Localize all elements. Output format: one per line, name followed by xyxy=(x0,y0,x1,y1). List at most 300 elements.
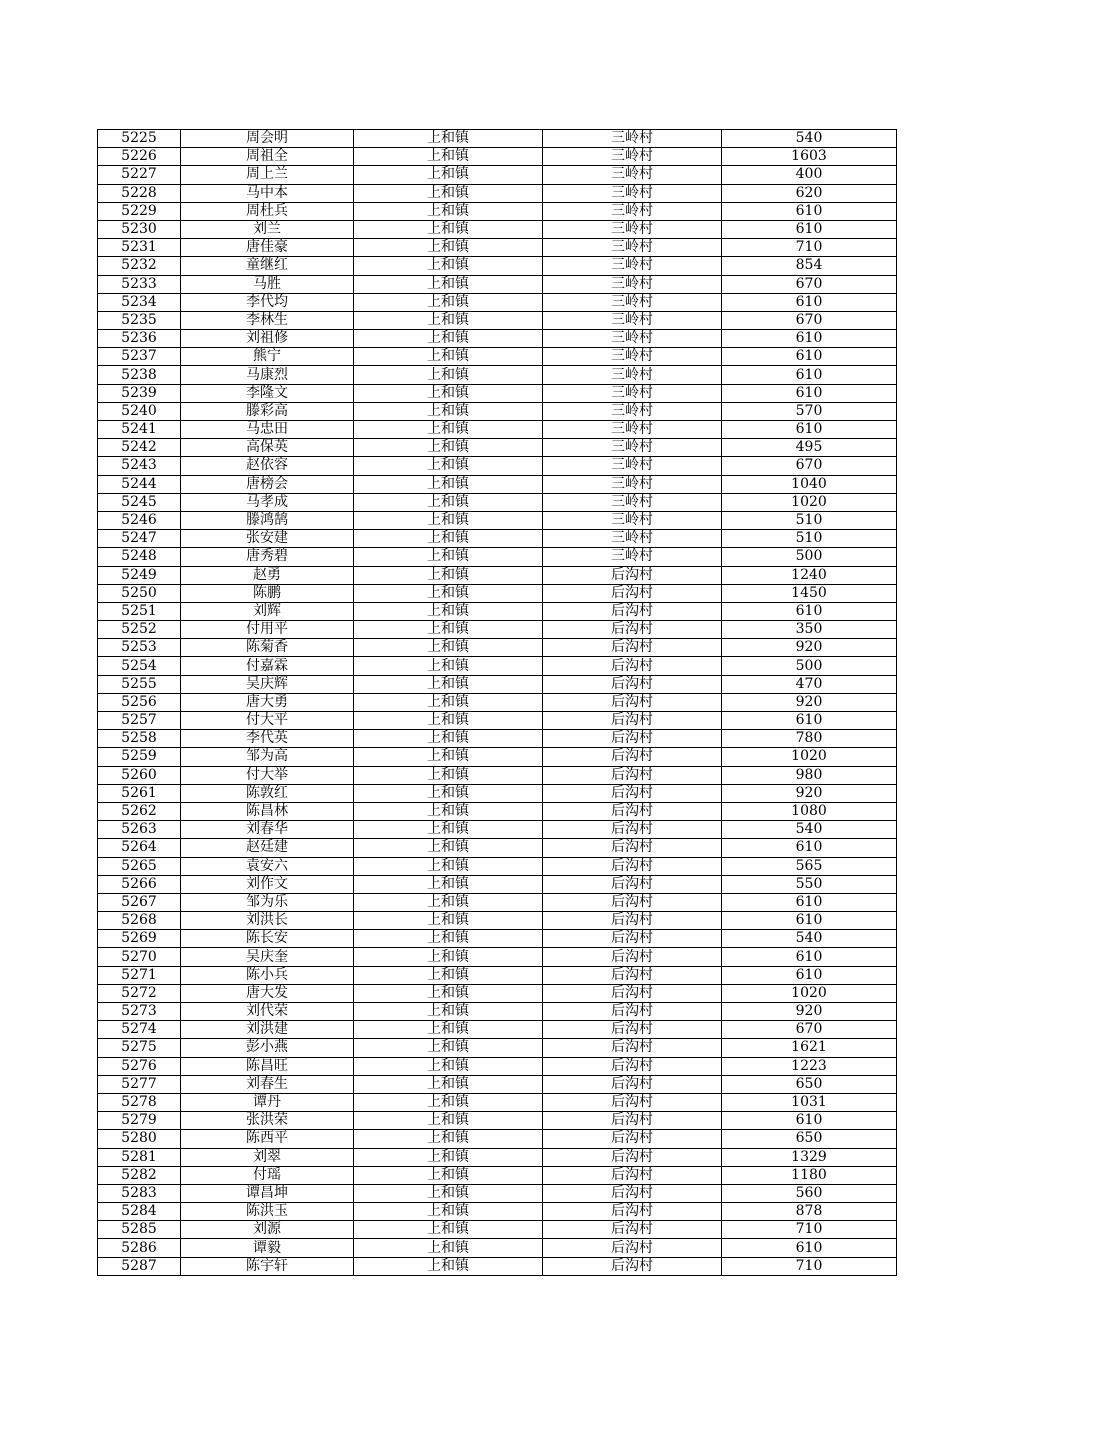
cell-amount: 500 xyxy=(722,548,897,566)
cell-no: 5271 xyxy=(98,966,181,984)
table-row xyxy=(98,330,897,348)
table-row xyxy=(98,930,897,948)
cell-name: 刘春生 xyxy=(181,1075,354,1093)
table-row xyxy=(98,166,897,184)
cell-amount: 1020 xyxy=(722,748,897,766)
cell-town: 上和镇 xyxy=(354,984,543,1002)
cell-name: 吴庆奎 xyxy=(181,948,354,966)
table-row xyxy=(98,1203,897,1221)
cell-no: 5261 xyxy=(98,784,181,802)
cell-amount: 610 xyxy=(722,948,897,966)
cell-village: 后沟村 xyxy=(543,602,722,620)
cell-no: 5269 xyxy=(98,930,181,948)
cell-no: 5229 xyxy=(98,202,181,220)
table-row xyxy=(98,1057,897,1075)
cell-no: 5260 xyxy=(98,766,181,784)
cell-town: 上和镇 xyxy=(354,639,543,657)
cell-town: 上和镇 xyxy=(354,912,543,930)
cell-village: 后沟村 xyxy=(543,893,722,911)
cell-town: 上和镇 xyxy=(354,1112,543,1130)
cell-name: 赵依容 xyxy=(181,457,354,475)
cell-town: 上和镇 xyxy=(354,857,543,875)
cell-town: 上和镇 xyxy=(354,130,543,148)
cell-village: 三岭村 xyxy=(543,311,722,329)
cell-amount: 565 xyxy=(722,857,897,875)
table-row xyxy=(98,802,897,820)
cell-village: 三岭村 xyxy=(543,130,722,148)
cell-village: 三岭村 xyxy=(543,384,722,402)
cell-town: 上和镇 xyxy=(354,530,543,548)
cell-village: 后沟村 xyxy=(543,1166,722,1184)
cell-amount: 920 xyxy=(722,1003,897,1021)
cell-village: 三岭村 xyxy=(543,548,722,566)
cell-name: 唐榜会 xyxy=(181,475,354,493)
table-row xyxy=(98,1075,897,1093)
cell-town: 上和镇 xyxy=(354,311,543,329)
cell-name: 陈西平 xyxy=(181,1130,354,1148)
table-row xyxy=(98,966,897,984)
cell-village: 三岭村 xyxy=(543,493,722,511)
cell-no: 5281 xyxy=(98,1148,181,1166)
cell-no: 5252 xyxy=(98,621,181,639)
cell-name: 谭昌坤 xyxy=(181,1184,354,1202)
cell-amount: 510 xyxy=(722,511,897,529)
cell-town: 上和镇 xyxy=(354,384,543,402)
cell-name: 李隆文 xyxy=(181,384,354,402)
cell-amount: 610 xyxy=(722,384,897,402)
table-row xyxy=(98,184,897,202)
cell-village: 后沟村 xyxy=(543,1093,722,1111)
cell-no: 5263 xyxy=(98,821,181,839)
table-row xyxy=(98,348,897,366)
cell-no: 5247 xyxy=(98,530,181,548)
cell-amount: 670 xyxy=(722,457,897,475)
cell-name: 马中本 xyxy=(181,184,354,202)
cell-amount: 1080 xyxy=(722,802,897,820)
cell-amount: 1020 xyxy=(722,493,897,511)
cell-amount: 610 xyxy=(722,966,897,984)
table-row xyxy=(98,439,897,457)
cell-name: 滕鸿鹄 xyxy=(181,511,354,529)
cell-amount: 1020 xyxy=(722,984,897,1002)
table-row xyxy=(98,1239,897,1257)
cell-town: 上和镇 xyxy=(354,1075,543,1093)
cell-amount: 550 xyxy=(722,875,897,893)
cell-village: 后沟村 xyxy=(543,675,722,693)
cell-amount: 1223 xyxy=(722,1057,897,1075)
cell-village: 三岭村 xyxy=(543,148,722,166)
cell-no: 5282 xyxy=(98,1166,181,1184)
cell-no: 5268 xyxy=(98,912,181,930)
cell-village: 后沟村 xyxy=(543,984,722,1002)
cell-town: 上和镇 xyxy=(354,348,543,366)
table-row xyxy=(98,639,897,657)
cell-no: 5272 xyxy=(98,984,181,1002)
cell-no: 5242 xyxy=(98,439,181,457)
cell-name: 张安建 xyxy=(181,530,354,548)
table-row xyxy=(98,912,897,930)
cell-amount: 1240 xyxy=(722,566,897,584)
cell-name: 李代均 xyxy=(181,293,354,311)
cell-village: 三岭村 xyxy=(543,511,722,529)
cell-amount: 780 xyxy=(722,730,897,748)
cell-amount: 710 xyxy=(722,1257,897,1275)
cell-village: 后沟村 xyxy=(543,766,722,784)
cell-town: 上和镇 xyxy=(354,1148,543,1166)
cell-name: 陈敦红 xyxy=(181,784,354,802)
cell-town: 上和镇 xyxy=(354,548,543,566)
cell-village: 后沟村 xyxy=(543,1057,722,1075)
cell-amount: 350 xyxy=(722,621,897,639)
table-row xyxy=(98,566,897,584)
cell-amount: 610 xyxy=(722,348,897,366)
cell-no: 5248 xyxy=(98,548,181,566)
table-row xyxy=(98,948,897,966)
cell-town: 上和镇 xyxy=(354,948,543,966)
cell-amount: 510 xyxy=(722,530,897,548)
cell-no: 5276 xyxy=(98,1057,181,1075)
table-row xyxy=(98,730,897,748)
table-row xyxy=(98,421,897,439)
cell-village: 后沟村 xyxy=(543,1239,722,1257)
cell-amount: 610 xyxy=(722,220,897,238)
cell-village: 后沟村 xyxy=(543,1148,722,1166)
cell-name: 付瑶 xyxy=(181,1166,354,1184)
cell-no: 5250 xyxy=(98,584,181,602)
cell-town: 上和镇 xyxy=(354,257,543,275)
table-row xyxy=(98,1021,897,1039)
cell-amount: 670 xyxy=(722,1021,897,1039)
cell-amount: 610 xyxy=(722,293,897,311)
cell-town: 上和镇 xyxy=(354,184,543,202)
cell-no: 5286 xyxy=(98,1239,181,1257)
cell-no: 5225 xyxy=(98,130,181,148)
table-row xyxy=(98,602,897,620)
table-row xyxy=(98,748,897,766)
cell-no: 5234 xyxy=(98,293,181,311)
table-row xyxy=(98,511,897,529)
cell-no: 5246 xyxy=(98,511,181,529)
cell-amount: 920 xyxy=(722,784,897,802)
cell-town: 上和镇 xyxy=(354,1166,543,1184)
cell-village: 后沟村 xyxy=(543,930,722,948)
table-row xyxy=(98,293,897,311)
table-row xyxy=(98,712,897,730)
cell-village: 三岭村 xyxy=(543,239,722,257)
cell-village: 后沟村 xyxy=(543,1257,722,1275)
cell-town: 上和镇 xyxy=(354,966,543,984)
cell-amount: 710 xyxy=(722,1221,897,1239)
table-row xyxy=(98,1221,897,1239)
cell-no: 5243 xyxy=(98,457,181,475)
cell-town: 上和镇 xyxy=(354,657,543,675)
cell-name: 刘源 xyxy=(181,1221,354,1239)
cell-town: 上和镇 xyxy=(354,1203,543,1221)
cell-no: 5245 xyxy=(98,493,181,511)
cell-village: 后沟村 xyxy=(543,693,722,711)
cell-village: 后沟村 xyxy=(543,712,722,730)
cell-town: 上和镇 xyxy=(354,202,543,220)
cell-amount: 495 xyxy=(722,439,897,457)
cell-name: 周杜兵 xyxy=(181,202,354,220)
cell-town: 上和镇 xyxy=(354,621,543,639)
table-row xyxy=(98,875,897,893)
table-row xyxy=(98,657,897,675)
table-row xyxy=(98,311,897,329)
cell-village: 三岭村 xyxy=(543,421,722,439)
cell-amount: 980 xyxy=(722,766,897,784)
cell-no: 5280 xyxy=(98,1130,181,1148)
cell-no: 5235 xyxy=(98,311,181,329)
cell-village: 三岭村 xyxy=(543,439,722,457)
cell-no: 5257 xyxy=(98,712,181,730)
cell-village: 后沟村 xyxy=(543,875,722,893)
cell-amount: 570 xyxy=(722,402,897,420)
cell-amount: 610 xyxy=(722,893,897,911)
cell-name: 刘洪建 xyxy=(181,1021,354,1039)
cell-no: 5228 xyxy=(98,184,181,202)
cell-town: 上和镇 xyxy=(354,1257,543,1275)
cell-name: 付用平 xyxy=(181,621,354,639)
cell-amount: 854 xyxy=(722,257,897,275)
cell-town: 上和镇 xyxy=(354,421,543,439)
cell-name: 唐大勇 xyxy=(181,693,354,711)
cell-name: 付大平 xyxy=(181,712,354,730)
table-row xyxy=(98,1148,897,1166)
table-row xyxy=(98,693,897,711)
cell-village: 后沟村 xyxy=(543,802,722,820)
cell-town: 上和镇 xyxy=(354,875,543,893)
cell-village: 三岭村 xyxy=(543,330,722,348)
cell-amount: 650 xyxy=(722,1075,897,1093)
cell-village: 三岭村 xyxy=(543,220,722,238)
cell-village: 后沟村 xyxy=(543,857,722,875)
cell-village: 三岭村 xyxy=(543,348,722,366)
cell-name: 袁安六 xyxy=(181,857,354,875)
cell-amount: 1621 xyxy=(722,1039,897,1057)
cell-no: 5279 xyxy=(98,1112,181,1130)
cell-no: 5277 xyxy=(98,1075,181,1093)
cell-no: 5256 xyxy=(98,693,181,711)
cell-name: 刘辉 xyxy=(181,602,354,620)
cell-name: 刘洪长 xyxy=(181,912,354,930)
cell-amount: 1040 xyxy=(722,475,897,493)
cell-name: 邹为高 xyxy=(181,748,354,766)
cell-amount: 610 xyxy=(722,839,897,857)
cell-village: 后沟村 xyxy=(543,784,722,802)
cell-no: 5253 xyxy=(98,639,181,657)
cell-amount: 400 xyxy=(722,166,897,184)
data-table xyxy=(97,129,897,1276)
table-row xyxy=(98,1130,897,1148)
cell-amount: 610 xyxy=(722,202,897,220)
cell-no: 5274 xyxy=(98,1021,181,1039)
cell-name: 谭毅 xyxy=(181,1239,354,1257)
cell-town: 上和镇 xyxy=(354,330,543,348)
cell-no: 5232 xyxy=(98,257,181,275)
cell-village: 后沟村 xyxy=(543,1203,722,1221)
cell-no: 5262 xyxy=(98,802,181,820)
cell-no: 5233 xyxy=(98,275,181,293)
cell-village: 后沟村 xyxy=(543,621,722,639)
cell-village: 后沟村 xyxy=(543,948,722,966)
table-row xyxy=(98,402,897,420)
cell-town: 上和镇 xyxy=(354,1039,543,1057)
table-row xyxy=(98,893,897,911)
cell-town: 上和镇 xyxy=(354,1003,543,1021)
cell-village: 三岭村 xyxy=(543,202,722,220)
cell-amount: 610 xyxy=(722,912,897,930)
cell-name: 周祖全 xyxy=(181,148,354,166)
table-row xyxy=(98,257,897,275)
cell-no: 5265 xyxy=(98,857,181,875)
cell-village: 后沟村 xyxy=(543,1112,722,1130)
cell-village: 后沟村 xyxy=(543,1184,722,1202)
cell-no: 5249 xyxy=(98,566,181,584)
cell-name: 马胜 xyxy=(181,275,354,293)
table-row xyxy=(98,148,897,166)
cell-amount: 610 xyxy=(722,366,897,384)
cell-village: 后沟村 xyxy=(543,730,722,748)
cell-village: 后沟村 xyxy=(543,1021,722,1039)
cell-town: 上和镇 xyxy=(354,930,543,948)
cell-name: 刘作文 xyxy=(181,875,354,893)
cell-amount: 1180 xyxy=(722,1166,897,1184)
cell-no: 5255 xyxy=(98,675,181,693)
cell-name: 陈昌林 xyxy=(181,802,354,820)
cell-amount: 920 xyxy=(722,693,897,711)
table-row xyxy=(98,1166,897,1184)
cell-no: 5283 xyxy=(98,1184,181,1202)
cell-name: 付嘉霖 xyxy=(181,657,354,675)
table-row xyxy=(98,621,897,639)
cell-village: 后沟村 xyxy=(543,1075,722,1093)
cell-town: 上和镇 xyxy=(354,1057,543,1075)
cell-town: 上和镇 xyxy=(354,220,543,238)
cell-no: 5273 xyxy=(98,1003,181,1021)
cell-town: 上和镇 xyxy=(354,402,543,420)
cell-village: 后沟村 xyxy=(543,748,722,766)
cell-name: 赵廷建 xyxy=(181,839,354,857)
cell-village: 后沟村 xyxy=(543,966,722,984)
cell-no: 5251 xyxy=(98,602,181,620)
cell-town: 上和镇 xyxy=(354,439,543,457)
table-row xyxy=(98,766,897,784)
cell-name: 熊宁 xyxy=(181,348,354,366)
cell-name: 陈昌旺 xyxy=(181,1057,354,1075)
cell-town: 上和镇 xyxy=(354,366,543,384)
cell-amount: 500 xyxy=(722,657,897,675)
cell-amount: 610 xyxy=(722,712,897,730)
cell-town: 上和镇 xyxy=(354,748,543,766)
cell-amount: 1450 xyxy=(722,584,897,602)
cell-town: 上和镇 xyxy=(354,839,543,857)
cell-name: 付大举 xyxy=(181,766,354,784)
table-row xyxy=(98,857,897,875)
cell-amount: 920 xyxy=(722,639,897,657)
cell-name: 陈宇轩 xyxy=(181,1257,354,1275)
cell-amount: 610 xyxy=(722,1112,897,1130)
cell-town: 上和镇 xyxy=(354,1130,543,1148)
cell-amount: 878 xyxy=(722,1203,897,1221)
cell-village: 三岭村 xyxy=(543,402,722,420)
cell-village: 后沟村 xyxy=(543,639,722,657)
table-row xyxy=(98,493,897,511)
cell-amount: 1329 xyxy=(722,1148,897,1166)
cell-village: 三岭村 xyxy=(543,166,722,184)
cell-village: 后沟村 xyxy=(543,1130,722,1148)
cell-village: 后沟村 xyxy=(543,839,722,857)
cell-name: 刘祖修 xyxy=(181,330,354,348)
cell-town: 上和镇 xyxy=(354,1021,543,1039)
cell-town: 上和镇 xyxy=(354,493,543,511)
cell-village: 三岭村 xyxy=(543,475,722,493)
cell-name: 陈鹏 xyxy=(181,584,354,602)
cell-amount: 1031 xyxy=(722,1093,897,1111)
cell-name: 陈小兵 xyxy=(181,966,354,984)
table-row xyxy=(98,384,897,402)
cell-town: 上和镇 xyxy=(354,584,543,602)
table-body xyxy=(98,130,897,1276)
table-row xyxy=(98,1039,897,1057)
cell-name: 陈长安 xyxy=(181,930,354,948)
cell-village: 三岭村 xyxy=(543,530,722,548)
cell-town: 上和镇 xyxy=(354,893,543,911)
cell-village: 三岭村 xyxy=(543,184,722,202)
table-row xyxy=(98,366,897,384)
cell-village: 三岭村 xyxy=(543,366,722,384)
cell-no: 5264 xyxy=(98,839,181,857)
cell-village: 后沟村 xyxy=(543,657,722,675)
table-row xyxy=(98,1257,897,1275)
cell-amount: 710 xyxy=(722,239,897,257)
cell-amount: 1603 xyxy=(722,148,897,166)
cell-no: 5284 xyxy=(98,1203,181,1221)
cell-town: 上和镇 xyxy=(354,457,543,475)
cell-name: 唐佳豪 xyxy=(181,239,354,257)
cell-village: 后沟村 xyxy=(543,1221,722,1239)
cell-amount: 560 xyxy=(722,1184,897,1202)
cell-town: 上和镇 xyxy=(354,1221,543,1239)
cell-name: 高保英 xyxy=(181,439,354,457)
cell-no: 5244 xyxy=(98,475,181,493)
cell-amount: 540 xyxy=(722,930,897,948)
cell-amount: 610 xyxy=(722,421,897,439)
cell-amount: 670 xyxy=(722,311,897,329)
table-row xyxy=(98,1112,897,1130)
cell-name: 邹为乐 xyxy=(181,893,354,911)
cell-name: 童继红 xyxy=(181,257,354,275)
cell-name: 陈菊香 xyxy=(181,639,354,657)
cell-name: 刘兰 xyxy=(181,220,354,238)
cell-village: 三岭村 xyxy=(543,257,722,275)
cell-name: 吴庆辉 xyxy=(181,675,354,693)
cell-town: 上和镇 xyxy=(354,1184,543,1202)
table-row xyxy=(98,1003,897,1021)
cell-name: 周会明 xyxy=(181,130,354,148)
cell-town: 上和镇 xyxy=(354,730,543,748)
cell-no: 5230 xyxy=(98,220,181,238)
table-row xyxy=(98,584,897,602)
cell-town: 上和镇 xyxy=(354,511,543,529)
cell-town: 上和镇 xyxy=(354,675,543,693)
cell-name: 李代英 xyxy=(181,730,354,748)
cell-town: 上和镇 xyxy=(354,766,543,784)
cell-village: 后沟村 xyxy=(543,584,722,602)
table-row xyxy=(98,202,897,220)
cell-no: 5226 xyxy=(98,148,181,166)
cell-amount: 470 xyxy=(722,675,897,693)
